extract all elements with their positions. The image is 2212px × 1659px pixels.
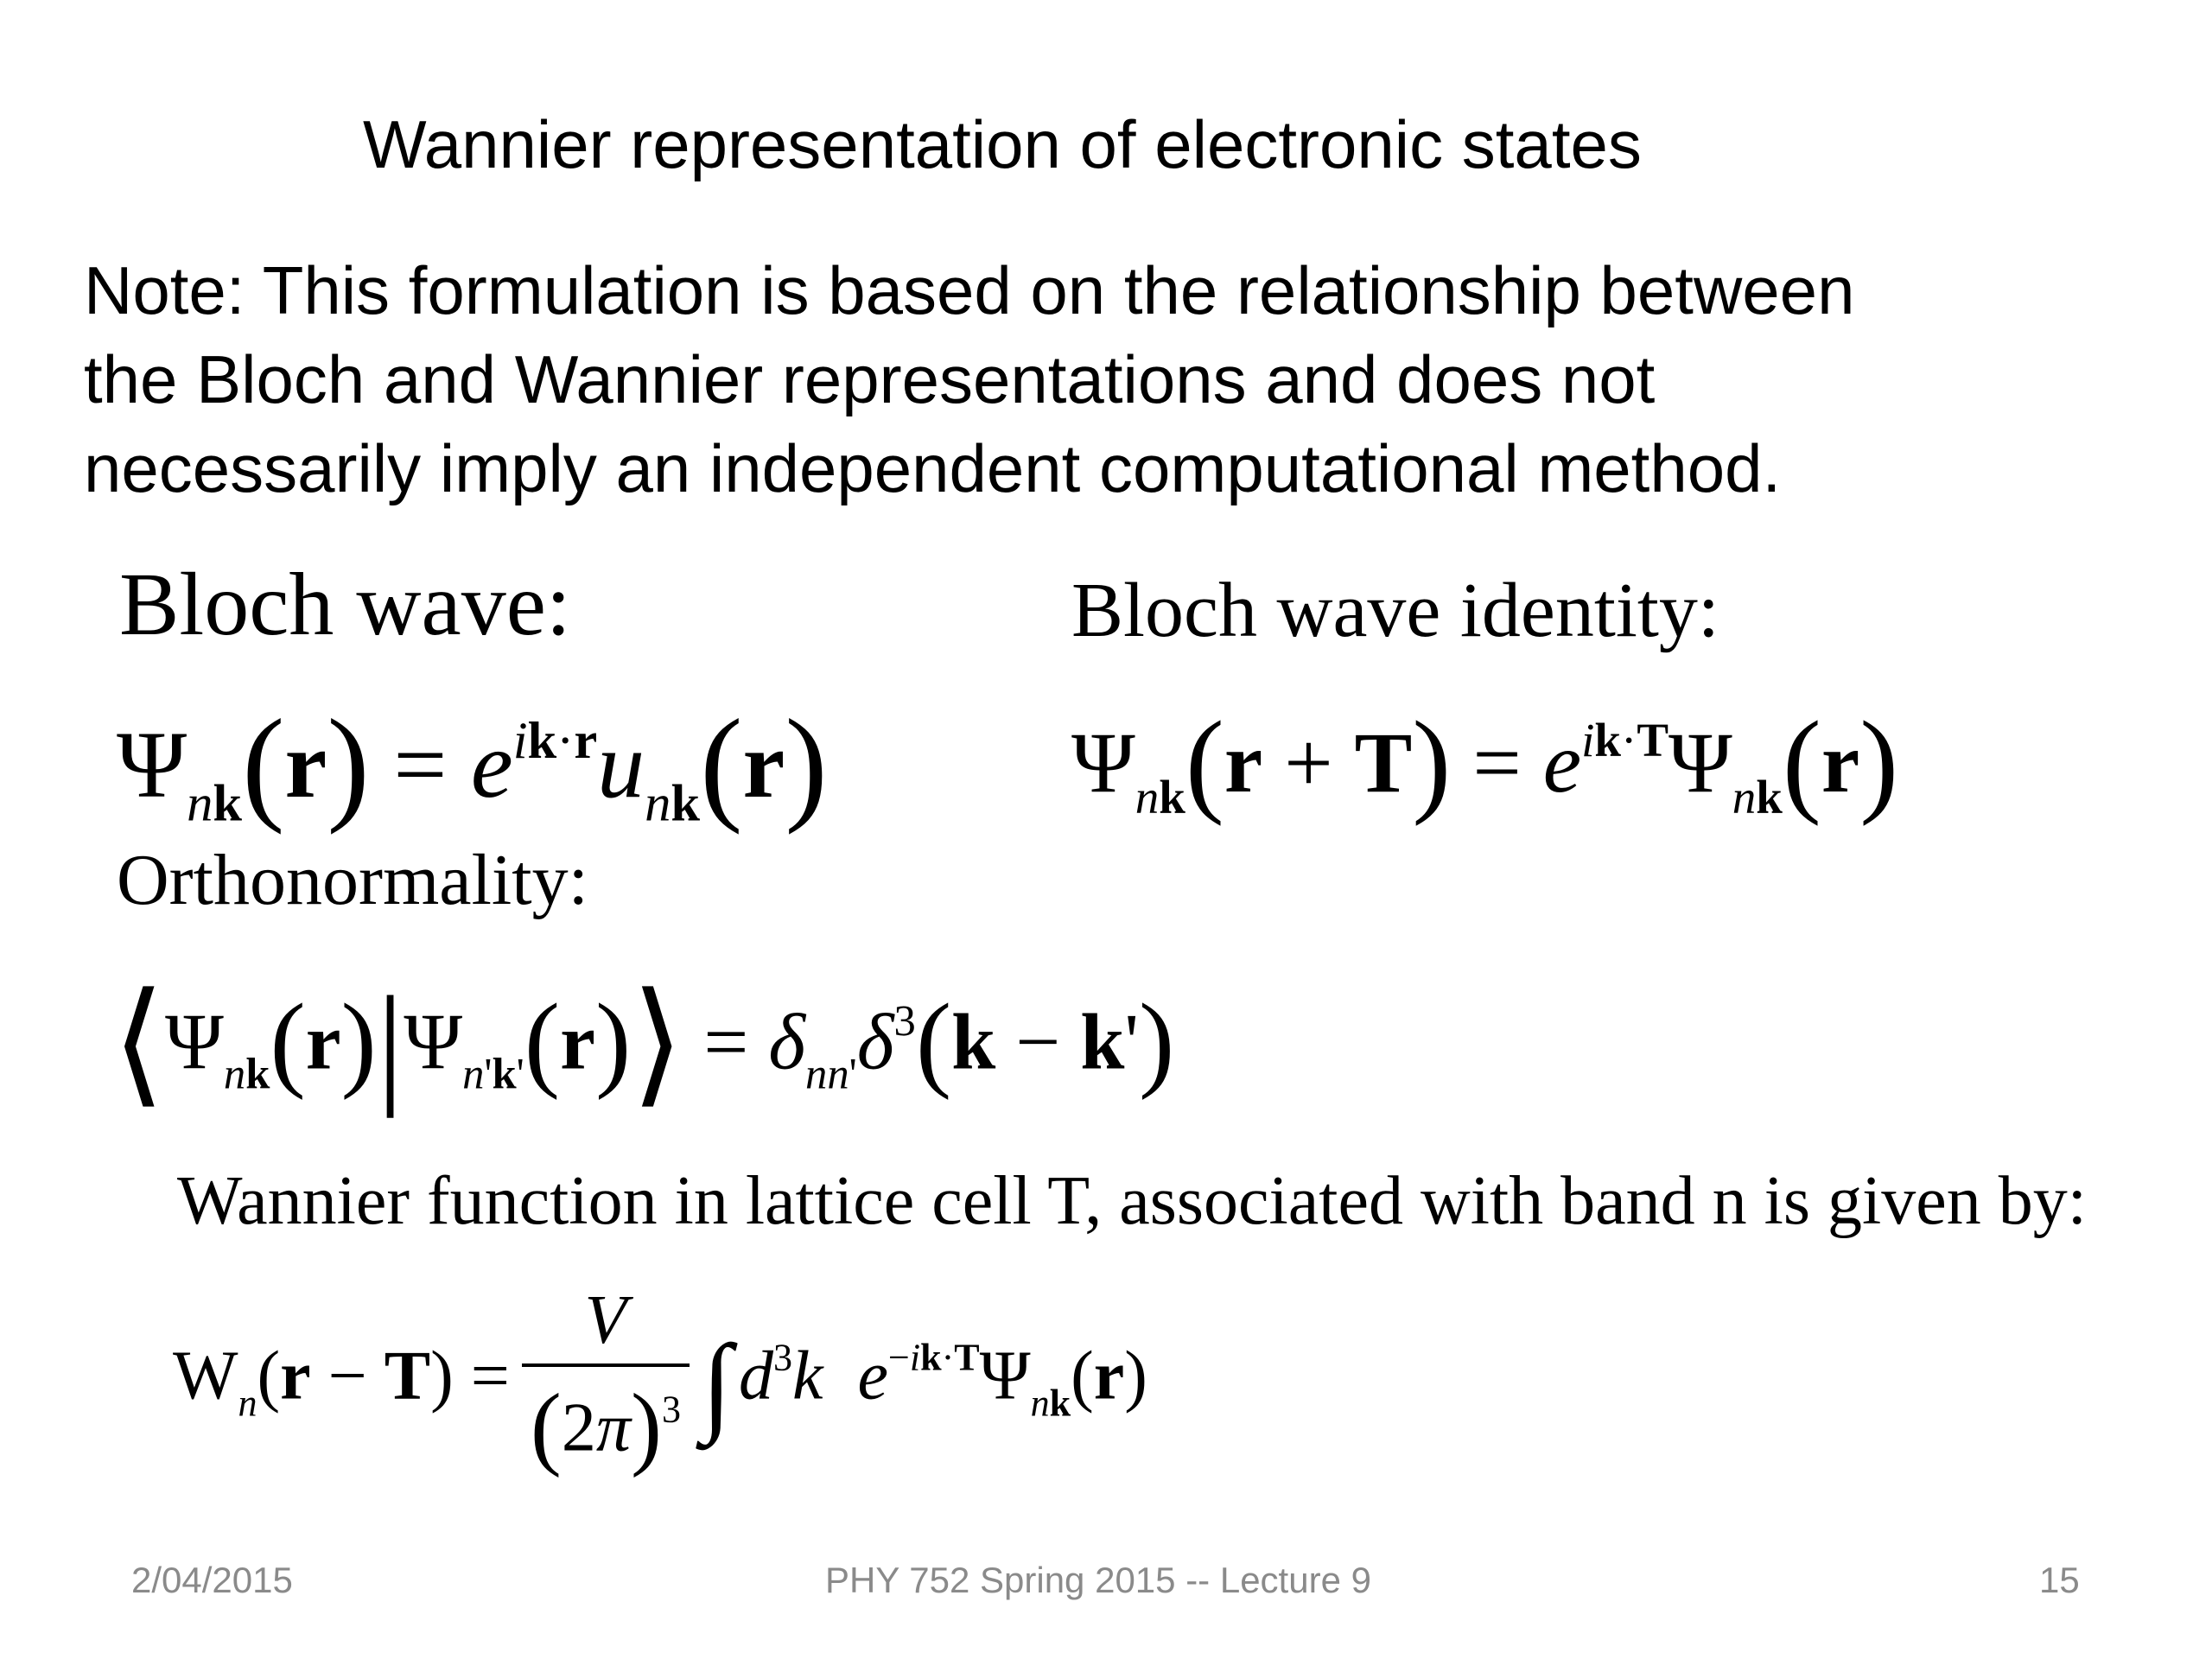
wannier-fraction: $\frac{V}{(2\pi)^3}$ — [522, 1277, 690, 1488]
wannier-intro-text: Wannier function in lattice cell T, associated with band n is given by: — [177, 1163, 2087, 1239]
note-line-1: Note: This formulation is based on the relationship between — [84, 252, 1855, 328]
footer-date: 2/04/2015 — [131, 1560, 293, 1600]
footer-course: PHY 752 Spring 2015 -- Lecture 9 — [825, 1560, 1371, 1600]
footer-page-number: 15 — [2039, 1560, 2080, 1600]
slide-title: Wannier representation of electronic states — [363, 106, 1642, 182]
bloch-identity-equation: $\Psi_{nk}(r + T) = e^{ik\cdot T}\Psi_{nk}(r)$ — [1071, 698, 1899, 827]
bloch-wave-heading: Bloch wave: — [119, 555, 571, 654]
wannier-function-equation: $W_n(r - T)$ = $\frac{V}{(2\pi)^3}$ ∫ $d^3k$ $e^{-ik\cdot T}\Psi_{nk}(r)$ — [173, 1277, 1147, 1488]
note-line-3: necessarily imply an independent computational method. — [84, 430, 1782, 506]
orthonormality-heading: Orthonormality: — [117, 840, 588, 920]
orthonormality-equation: $⟨\Psi_{nk}(r)|\Psi_{n'k'}(r)⟩ = \delta_{nn'}\delta^3(k - k')$ — [112, 969, 1175, 1118]
bloch-identity-heading: Bloch wave identity: — [1071, 568, 1719, 653]
note-paragraph — [84, 246, 1854, 513]
note-line-2: the Bloch and Wannier representations and does not — [84, 341, 1656, 417]
bloch-wave-equation: $\Psi_{nk}(r) = e^{ik\cdot r}u_{nk}(r)$ — [117, 694, 828, 836]
